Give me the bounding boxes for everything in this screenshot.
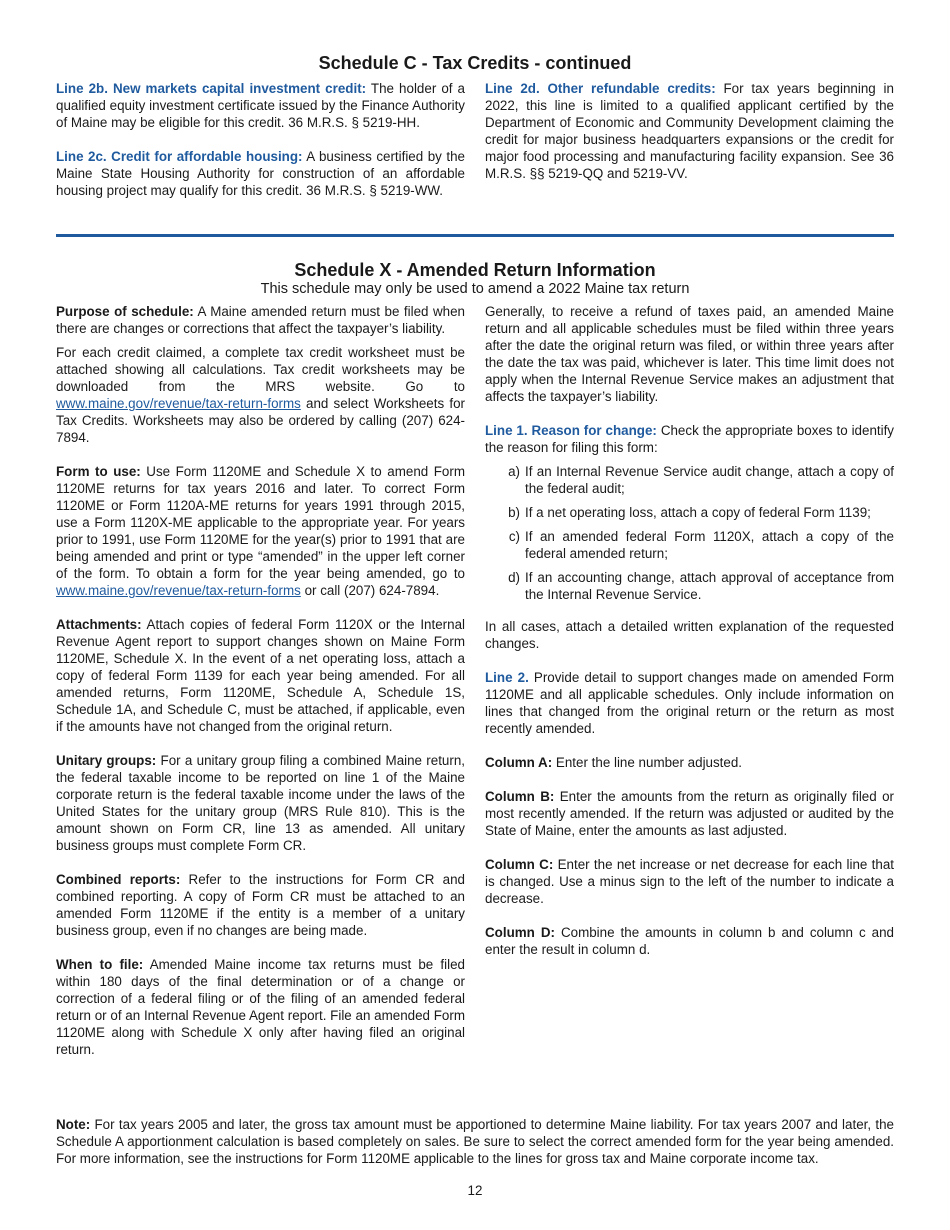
column-b-label: Column B: — [485, 789, 555, 804]
list-item-marker: c) — [508, 529, 520, 544]
line-2b-paragraph — [56, 80, 465, 131]
list-item-marker: a) — [508, 464, 520, 479]
unitary-groups-paragraph — [56, 752, 465, 854]
list-item-text: If an amended federal Form 1120X, attach a copy of the federal amended return; — [525, 529, 894, 561]
schedule-c-columns — [56, 80, 894, 216]
combined-reports-label: Combined reports: — [56, 872, 181, 887]
list-item — [485, 463, 894, 497]
unitary-groups-label: Unitary groups: — [56, 753, 157, 768]
attachments-paragraph — [56, 616, 465, 735]
column-d-text: Combine the amounts in column b and column c and enter the result in column d. — [485, 925, 895, 957]
all-cases-paragraph: In all cases, attach a detailed written explanation of the requested changes. — [485, 619, 894, 651]
column-b-paragraph — [485, 788, 894, 839]
line-2c-label: Line 2c. Credit for affordable housing: — [56, 149, 303, 164]
purpose-paragraph — [56, 303, 465, 337]
line-1-paragraph — [485, 422, 894, 456]
purpose-text: A Maine amended return must be filed when there are changes or corrections that affect the taxpayer’s liability. — [56, 304, 465, 336]
list-item-text: If an Internal Revenue Service audit change, attach a copy of the federal audit; — [525, 464, 894, 496]
form-to-use-text-1: Use Form 1120ME and Schedule X to amend Form 1120ME returns for tax years 2016 and later. To correct Form 1120ME or Form 1120A-ME returns for years 1991 through 2015, use a Form 1120X-ME applicable to the appropriate year. For years prior to 1991, use Form 1120ME for the year(s) prior to 1991 that are being amended and print or type “amended” in the upper left corner of the form. To obtain a form for the year being amended, go to — [56, 464, 465, 581]
column-d-label: Column D: — [485, 925, 555, 940]
list-item — [485, 528, 894, 562]
list-item-marker: d) — [508, 570, 520, 585]
line-2-text: Provide detail to support changes made on amended Form 1120ME and all applicable schedules. Only include information on lines that changed from the original return or the return as most recently amended. — [485, 670, 894, 736]
section-divider — [56, 234, 894, 237]
line-2b-label: Line 2b. New markets capital investment credit: — [56, 81, 367, 96]
list-item-text: If an accounting change, attach approval of acceptance from the Internal Revenue Service. — [525, 570, 894, 602]
line-2c-text: A business certified by the Maine State Housing Authority for construction of an affordable housing project may qualify for this credit. 36 M.R.S. § 5219-WW. — [56, 149, 465, 198]
column-c-text: Enter the net increase or net decrease for each line that is changed. Use a minus sign to the left of the number to indicate a decrease. — [485, 857, 894, 906]
form-to-use-label: Form to use: — [56, 464, 141, 479]
page-number: 12 — [467, 1183, 483, 1198]
worksheet-text-2: and select Worksheets for Tax Credits. Worksheets may also be ordered by calling (207) 624-7894. — [56, 396, 465, 445]
schedule-x-subtitle: This schedule may only be used to amend a 2022 Maine tax return — [260, 281, 690, 297]
column-a-text: Enter the line number adjusted. — [552, 755, 743, 770]
when-to-file-label: When to file: — [56, 957, 144, 972]
list-item — [485, 569, 894, 603]
schedule-x-right-column — [485, 303, 894, 1075]
schedule-c-title: Schedule C - Tax Credits - continued — [318, 53, 632, 73]
when-to-file-text: Amended Maine income tax returns must be filed within 180 days of the final determination or of a change or correction of a federal filing or of the filing of an amended federal return or of an Internal Revenue Agent report. File an amended Form 1120ME along with Schedule X only after having filed an original return. — [56, 957, 465, 1057]
general-paragraph: Generally, to receive a refund of taxes paid, an amended Maine return and all applicable schedules must be filed within three years after the date the original return was filed, or within three years after the date the tax was paid, whichever is later. This time limit does not apply when the Internal Revenue Service makes an adjustment that affects the taxpayer’s liability. — [485, 304, 894, 404]
combined-reports-paragraph — [56, 871, 465, 939]
attachments-text: Attach copies of federal Form 1120X or the Internal Revenue Agent report to support changes shown on Maine Form 1120ME, Schedule X. In the event of a net operating loss, attach a copy of federal Form 1139 for each year being amended. For all amended returns, Form 1120ME, Schedule A, Schedule 1S, Schedule 1A, and Schedule C, must be attached, if applicable, even if the amounts have not changed from the original return. — [56, 617, 465, 734]
schedule-x-columns — [56, 303, 894, 1075]
schedule-c-right-column — [485, 80, 894, 216]
line-2-paragraph — [485, 669, 894, 737]
list-item-marker: b) — [508, 505, 520, 520]
line-2b-text: The holder of a qualified equity investment certificate issued by the Finance Authority of Maine may be eligible for this credit. 36 M.R.S. § 5219-HH. — [56, 81, 465, 130]
worksheet-link[interactable]: www.maine.gov/revenue/tax-return-forms — [56, 396, 301, 411]
column-b-text: Enter the amounts from the return as originally filed or most recently amended. If the return was adjusted or audited by the State of Maine, enter the amounts as last adjusted. — [485, 789, 894, 838]
combined-reports-text: Refer to the instructions for Form CR and combined reporting. A copy of Form CR must be attached to an amended Form 1120ME if the entity is a member of a unitary business group, even if no changes are being made. — [56, 872, 465, 938]
line-2-label: Line 2. — [485, 670, 529, 685]
column-a-paragraph — [485, 754, 894, 771]
form-to-use-link[interactable]: www.maine.gov/revenue/tax-return-forms — [56, 583, 301, 598]
line-2d-paragraph — [485, 80, 894, 182]
schedule-x-left-column — [56, 303, 465, 1075]
line-1-text: Check the appropriate boxes to identify the reason for filing this form: — [485, 423, 895, 455]
column-c-paragraph — [485, 856, 894, 907]
line-2c-paragraph — [56, 148, 465, 199]
schedule-x-title: Schedule X - Amended Return Information — [294, 260, 656, 280]
note-text: For tax years 2005 and later, the gross tax amount must be apportioned to determine Maine liability. For tax years 2007 and later, the Schedule A apportionment calculation is based completely on sales. Be sure to select the correct amended form for the year being amended. For more information, see the instructions for Form 1120ME applicable to the lines for gross tax and Maine corporate income tax. — [56, 1117, 894, 1166]
form-to-use-text-2: or call (207) 624-7894. — [300, 583, 440, 598]
form-to-use-paragraph — [56, 463, 465, 599]
worksheet-paragraph — [56, 344, 465, 446]
reason-list — [485, 463, 894, 603]
column-a-label: Column A: — [485, 755, 553, 770]
column-c-label: Column C: — [485, 857, 554, 872]
note-paragraph — [56, 1116, 894, 1167]
worksheet-text-1: For each credit claimed, a complete tax credit worksheet must be attached showing all calculations. Tax credit worksheets may be downloaded from the MRS website. Go to — [56, 345, 465, 394]
line-2d-label: Line 2d. Other refundable credits: — [485, 81, 716, 96]
list-item — [485, 504, 894, 521]
when-to-file-paragraph — [56, 956, 465, 1058]
list-item-text: If a net operating loss, attach a copy of federal Form 1139; — [525, 505, 871, 520]
schedule-c-left-column — [56, 80, 465, 216]
line-2d-text: For tax years beginning in 2022, this line is limited to a qualified applicant certified by the Department of Economic and Community Development claiming the credit for major business headquarters expansions or the credit for major food processing and manufacturing facility expansion. See 36 M.R.S. §§ 5219-QQ and 5219-VV. — [485, 81, 894, 181]
note-label: Note: — [56, 1117, 91, 1132]
line-1-label: Line 1. Reason for change: — [485, 423, 657, 438]
column-d-paragraph — [485, 924, 894, 958]
attachments-label: Attachments: — [56, 617, 142, 632]
purpose-label: Purpose of schedule: — [56, 304, 194, 319]
unitary-groups-text: For a unitary group filing a combined Maine return, the federal taxable income to be reported on line 1 of the Maine corporate return is the federal taxable income under the laws of the United States for the unitary group (MRS Rule 810). This is the amount shown on Form CR, line 13 as amended. All unitary business groups must complete Form CR. — [56, 753, 465, 853]
